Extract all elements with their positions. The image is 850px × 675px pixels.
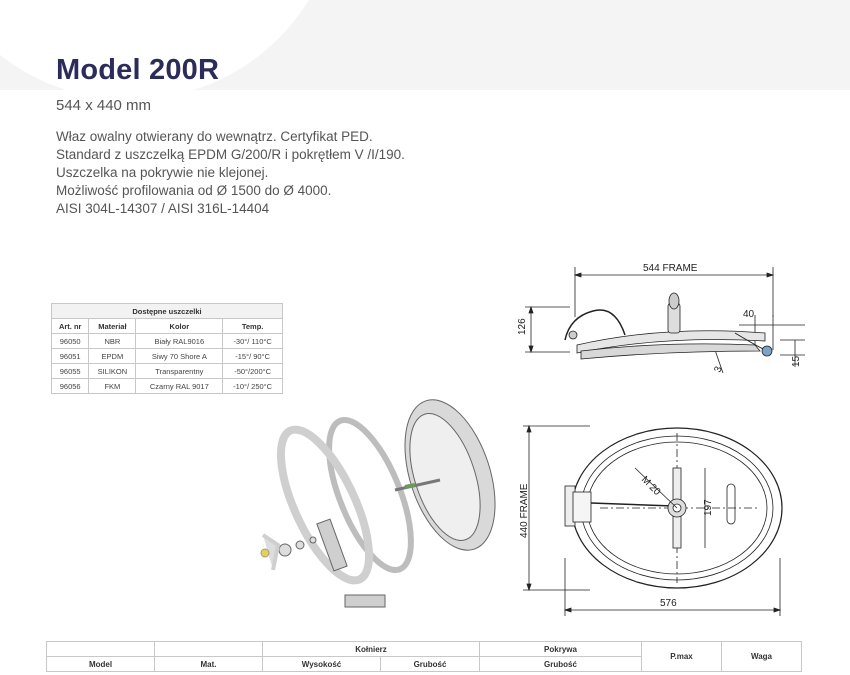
spec-group-cover: Pokrywa <box>480 642 642 657</box>
description-line: Właz owalny otwierany do wewnątrz. Certyfikat PED. <box>56 129 373 144</box>
table-cell: EPDM <box>89 349 136 364</box>
table-cell: -30°/ 110°C <box>223 334 283 349</box>
table-cell: -10°/ 250°C <box>223 379 283 394</box>
side-height-label: 126 <box>517 318 528 335</box>
dim-15-label: 15 <box>791 355 802 367</box>
side-view-drawing <box>515 255 815 380</box>
dim-3-label: 3 <box>712 365 725 375</box>
spec-empty-cell <box>47 642 155 657</box>
table-cell: 96056 <box>52 379 89 394</box>
table-cell: 96051 <box>52 349 89 364</box>
spec-col-cover-thickness: Grubość <box>480 657 642 672</box>
table-cell: Czarny RAL 9017 <box>136 379 223 394</box>
spec-col-pmax: P.max <box>642 642 722 672</box>
table-cell: Biały RAL9016 <box>136 334 223 349</box>
seals-table-caption: Dostępne uszczelki <box>52 304 283 319</box>
spec-empty-cell <box>155 642 263 657</box>
table-row <box>52 334 283 349</box>
description-line: Możliwość profilowania od Ø 1500 do Ø 4000. <box>56 183 332 198</box>
spec-table <box>46 641 802 672</box>
table-cell: -50°/200°C <box>223 364 283 379</box>
side-width-label: 544 FRAME <box>643 263 698 274</box>
exploded-view-illustration <box>255 395 505 620</box>
table-row <box>52 349 283 364</box>
product-description <box>56 128 405 218</box>
seals-header-material: Materiał <box>89 319 136 334</box>
table-cell: Siwy 70 Shore A <box>136 349 223 364</box>
description-line: Standard z uszczelką EPDM G/200/R i pokrętłem V /I/190. <box>56 147 405 162</box>
dim-40-label: 40 <box>743 309 755 320</box>
front-view-drawing <box>515 418 795 618</box>
seals-header-temp: Temp. <box>223 319 283 334</box>
front-frame-label: 440 FRAME <box>519 483 530 538</box>
spec-col-height: Wysokość <box>263 657 381 672</box>
spec-col-material: Mat. <box>155 657 263 672</box>
dim-197-label: 197 <box>703 499 714 516</box>
spec-col-model: Model <box>47 657 155 672</box>
page-title: Model 200R <box>56 54 220 86</box>
table-cell: SILIKON <box>89 364 136 379</box>
spec-group-flange: Kołnierz <box>263 642 480 657</box>
seals-table <box>51 303 283 394</box>
spec-col-flange-thickness: Grubość <box>381 657 480 672</box>
spec-col-weight: Waga <box>722 642 802 672</box>
dimensions-subtitle: 544 x 440 mm <box>56 97 152 114</box>
seals-header-art: Art. nr <box>52 319 89 334</box>
description-line: Uszczelka na pokrywie nie klejonej. <box>56 165 269 180</box>
thread-label: M 20 <box>638 474 663 498</box>
table-row <box>52 364 283 379</box>
table-cell: -15°/ 90°C <box>223 349 283 364</box>
table-cell: FKM <box>89 379 136 394</box>
table-row <box>52 379 283 394</box>
table-cell: NBR <box>89 334 136 349</box>
table-cell: 96050 <box>52 334 89 349</box>
description-line: AISI 304L-14307 / AISI 316L-14404 <box>56 201 270 216</box>
front-width-label: 576 <box>660 598 677 609</box>
table-cell: Transparentny <box>136 364 223 379</box>
table-cell: 96055 <box>52 364 89 379</box>
seals-header-color: Kolor <box>136 319 223 334</box>
